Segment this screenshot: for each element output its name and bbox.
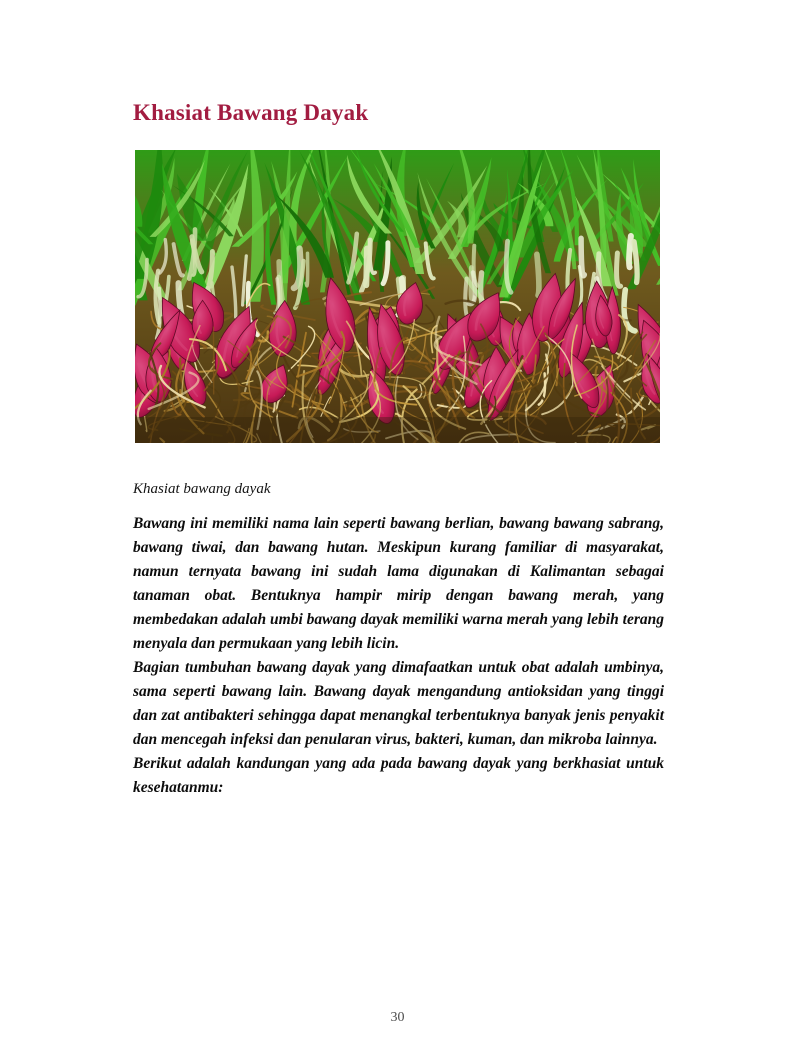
paragraph-1: Bawang ini memiliki nama lain seperti bawang berlian, bawang bawang sabrang, bawang tiwai, dan bawang hutan. Meskipun kurang familiar di masyarakat, namun ternyata bawang ini sudah lama digunakan di Kalimantan sebagai tanaman obat. Bentuknya hampir mirip dengan bawang merah, yang membedakan adalah umbi bawang dayak memiliki warna merah yang lebih terang menyala dan permukaan yang lebih licin.: [133, 515, 664, 652]
paragraph-2: Bagian tumbuhan bawang dayak yang dimafaatkan untuk obat adalah umbinya, sama seperti bawang lain. Bawang dayak mengandung antioksidan yang tinggi dan zat antibakteri sehingga dapat menangkal terbentuknya banyak jenis penyakit dan mencegah infeksi dan penularan virus, bakteri, kuman, dan mikroba lainnya.: [133, 659, 664, 748]
figure-caption: Khasiat bawang dayak: [133, 481, 271, 497]
body-text: [133, 512, 664, 800]
page-title: Khasiat Bawang Dayak: [133, 100, 369, 125]
figure-bawang-dayak: [135, 150, 660, 443]
bawang-dayak-photo: [135, 150, 660, 443]
page-number: 30: [390, 1010, 405, 1025]
paragraph-3: Berikut adalah kandungan yang ada pada bawang dayak yang berkhasiat untuk kesehatanmu:: [133, 755, 664, 796]
